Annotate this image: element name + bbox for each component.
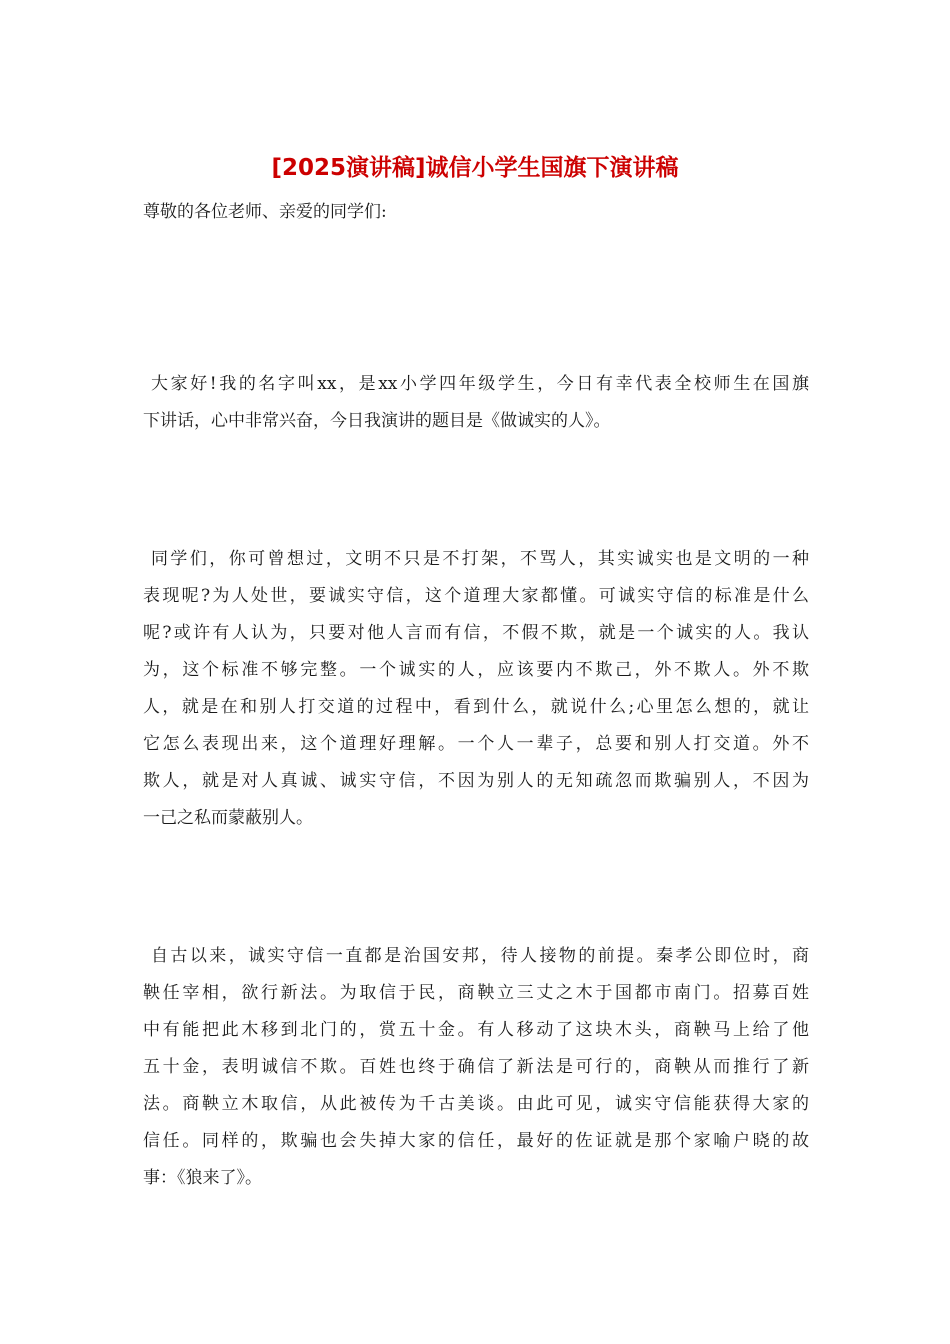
paragraph-line: 下讲话，心中非常兴奋，今日我演讲的题目是《做诚实的人》。: [143, 411, 611, 431]
salutation: 尊敬的各位老师、亲爱的同学们:: [143, 202, 387, 222]
paragraph-line: 表现呢?为人处世，要诚实守信，这个道理大家都懂。可诚实守信的标准是什么: [143, 586, 809, 606]
paragraph-line: 人，就是在和别人打交道的过程中，看到什么，就说什么;心里怎么想的，就让: [143, 697, 809, 717]
paragraph-shang-yang-story: [143, 938, 809, 1197]
paragraph-line: 呢?或许有人认为，只要对他人言而有信，不假不欺，就是一个诚实的人。我认: [143, 623, 809, 643]
paragraph-line: 为，这个标准不够完整。一个诚实的人，应该要内不欺己，外不欺人。外不欺: [143, 660, 809, 680]
paragraph-line: 中有能把此木移到北门的，赏五十金。有人移动了这块木头，商鞅马上给了他: [143, 1020, 809, 1040]
paragraph-line: 信任。同样的，欺骗也会失掉大家的信任，最好的佐证就是那个家喻户晓的故: [143, 1131, 809, 1151]
paragraph-line: 自古以来，诚实守信一直都是治国安邦，待人接物的前提。秦孝公即位时，商: [151, 946, 809, 966]
paragraph-line: 大家好!我的名字叫xx，是xx小学四年级学生，今日有幸代表全校师生在国旗: [151, 374, 809, 394]
paragraph-line: 五十金，表明诚信不欺。百姓也终于确信了新法是可行的，商鞅从而推行了新: [143, 1057, 809, 1077]
paragraph-line: 欺人，就是对人真诚、诚实守信，不因为别人的无知疏忽而欺骗别人，不因为: [143, 771, 809, 791]
paragraph-line: 鞅任宰相，欲行新法。为取信于民，商鞅立三丈之木于国都市南门。招募百姓: [143, 983, 809, 1003]
paragraph-line: 一己之私而蒙蔽别人。: [143, 808, 313, 828]
paragraph-introduction: [143, 366, 809, 440]
paragraph-line: 它怎么表现出来，这个道理好理解。一个人一辈子，总要和别人打交道。外不: [143, 734, 809, 754]
paragraph-line: 事：《狼来了》。: [143, 1168, 262, 1188]
document-title: [2025演讲稿]诚信小学生国旗下演讲稿: [271, 155, 679, 181]
paragraph-honesty-definition: [143, 541, 809, 837]
paragraph-line: 同学们，你可曾想过，文明不只是不打架，不骂人，其实诚实也是文明的一种: [151, 549, 809, 569]
paragraph-line: 法。商鞅立木取信，从此被传为千古美谈。由此可见，诚实守信能获得大家的: [143, 1094, 809, 1114]
